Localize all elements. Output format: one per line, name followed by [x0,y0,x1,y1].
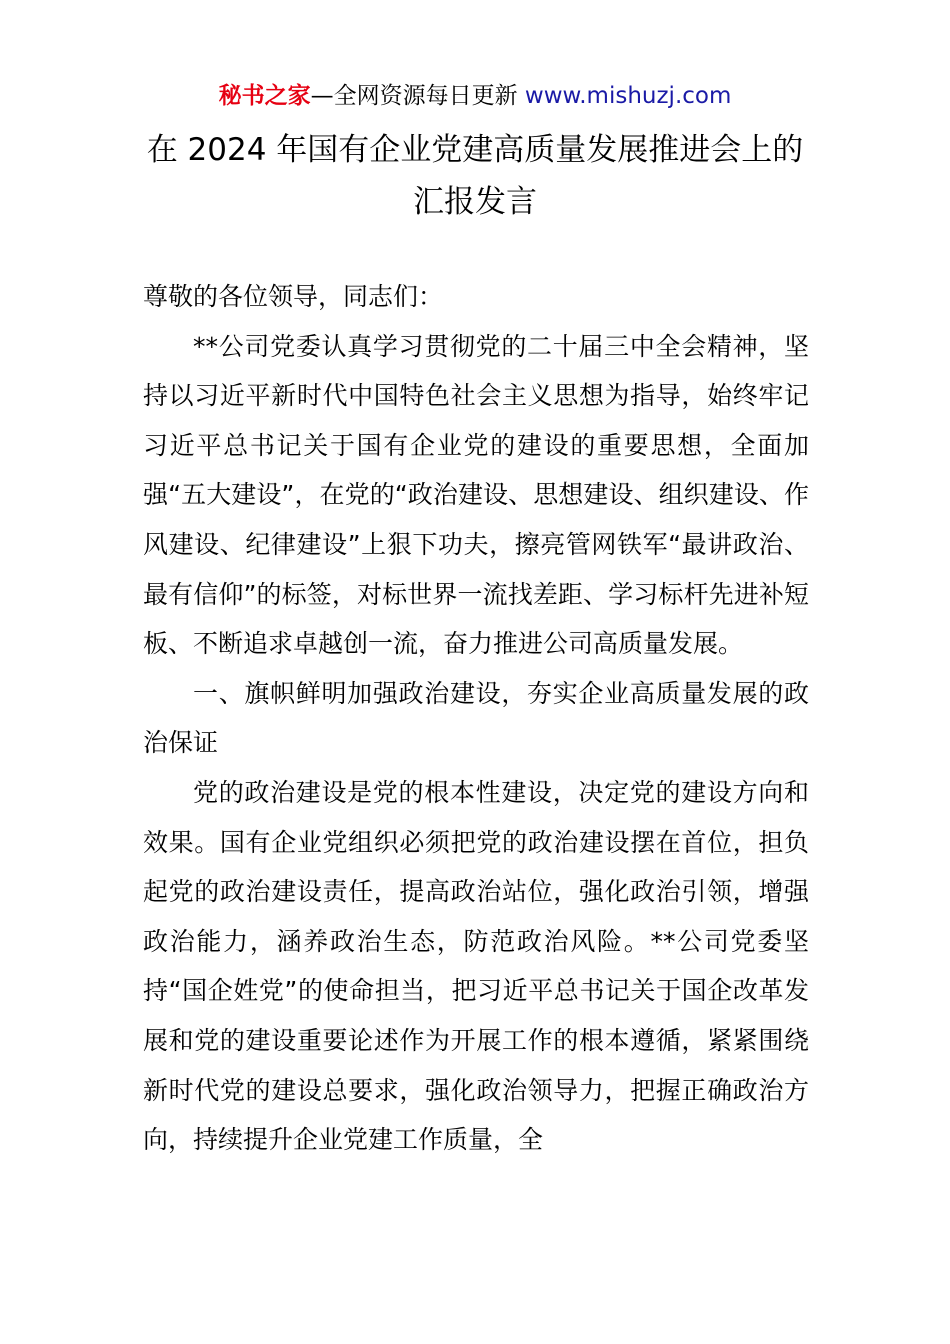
title-line-2: 汇报发言 [413,184,537,220]
title-line-1: 在 2024 年国有企业党建高质量发展推进会上的 [146,132,804,168]
section-heading-1: 一、旗帜鲜明加强政治建设，夯实企业高质量发展的政治保证 [143,678,809,758]
paragraph-political-construction: 党的政治建设是党的根本性建设，决定党的建设方向和效果。国有企业党组织必须把党的政治建设摆在首位，担负起党的政治建设责任，提高政治站位，强化政治引领，增强政治能力，涵养政治生态，防范政治风险。**公司党委坚持“国企姓党”的使命担当，把习近平总书记关于国企改革发展和党的建设重要论述作为开展工作的根本遵循，紧紧围绕新时代党的建设总要求，强化政治领导力，把握正确政治方向，持续提升企业党建工作质量，全 [143,777,809,1155]
site-slogan: —全网资源每日更新 [310,83,525,109]
document-body [143,272,809,1165]
site-brand: 秘书之家 [218,83,311,109]
document-title [120,124,830,228]
site-url[interactable]: www.mishuzj.com [524,83,732,109]
salutation: 尊敬的各位领导，同志们： [143,282,444,311]
paragraph-intro: **公司党委认真学习贯彻党的二十届三中全会精神，坚持以习近平新时代中国特色社会主义思想为指导，始终牢记习近平总书记关于国有企业党的建设的重要思想，全面加强“五大建设”，在党的“政治建设、思想建设、组织建设、作风建设、纪律建设”上狠下功夫，擦亮管网铁军“最讲政治、最有信仰”的标签，对标世界一流找差距、学习标杆先进补短板、不断追求卓越创一流，奋力推进公司高质量发展。 [143,331,809,659]
site-header [0,80,950,112]
